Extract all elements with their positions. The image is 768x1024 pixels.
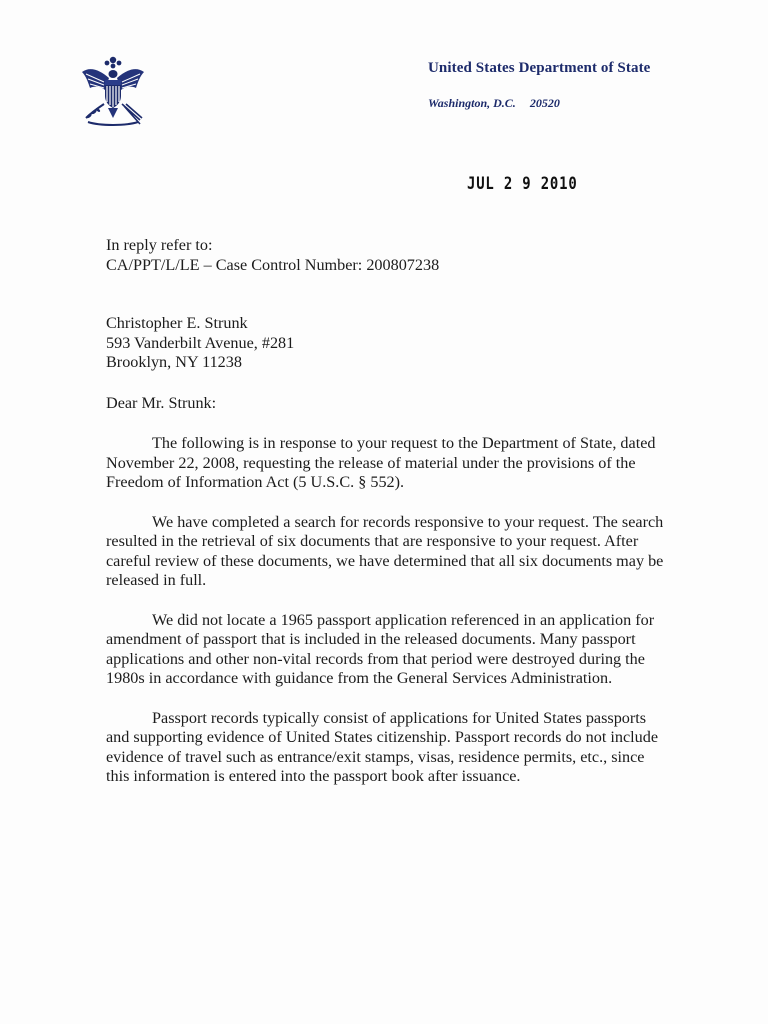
letter-body bbox=[106, 236, 666, 787]
letterhead bbox=[428, 60, 748, 111]
salutation: Dear Mr. Strunk: bbox=[106, 393, 217, 412]
paragraph-2: We have completed a search for records responsive to your request. The search resulted in the retrieval of six documents that are responsive to your request. After careful review of these documents, we have determined that all six documents may be released in full. bbox=[106, 512, 664, 589]
letterhead-zip: 20520 bbox=[529, 96, 560, 110]
reference-line-2: CA/PPT/L/LE – Case Control Number: 200807238 bbox=[106, 255, 440, 274]
letterhead-city: Washington, D.C. bbox=[428, 96, 516, 110]
paragraph-3: We did not locate a 1965 passport application referenced in an application for amendment of passport that is included in the released documents. Many passport applications and other non-vital records from that period were destroyed during the 1980s in accordance with guidance from the General Services Administration. bbox=[106, 610, 655, 687]
paragraph-1: The following is in response to your request to the Department of State, dated November 22, 2008, requesting the release of material under the provisions of the Freedom of Information Act (5 U.S.C. § 552). bbox=[106, 434, 656, 491]
letterhead-address bbox=[428, 96, 748, 111]
recipient-street: 593 Vanderbilt Avenue, #281 bbox=[106, 333, 295, 352]
recipient-city: Brooklyn, NY 11238 bbox=[106, 353, 242, 371]
department-name: United States Department of State bbox=[428, 60, 651, 76]
paragraph-4: Passport records typically consist of applications for United States passports and supporting evidence of United States citizenship. Passport records do not include evidence of travel such as entrance/exit stamps, visas, residence permits, etc., since this information is entered into the passport book after issuance. bbox=[106, 708, 659, 785]
date-stamp: JUL 2 9 2010 bbox=[467, 174, 578, 194]
reference-line-1: In reply refer to: bbox=[106, 236, 213, 254]
department-of-state-seal-icon bbox=[74, 52, 152, 130]
recipient-name: Christopher E. Strunk bbox=[106, 314, 248, 332]
